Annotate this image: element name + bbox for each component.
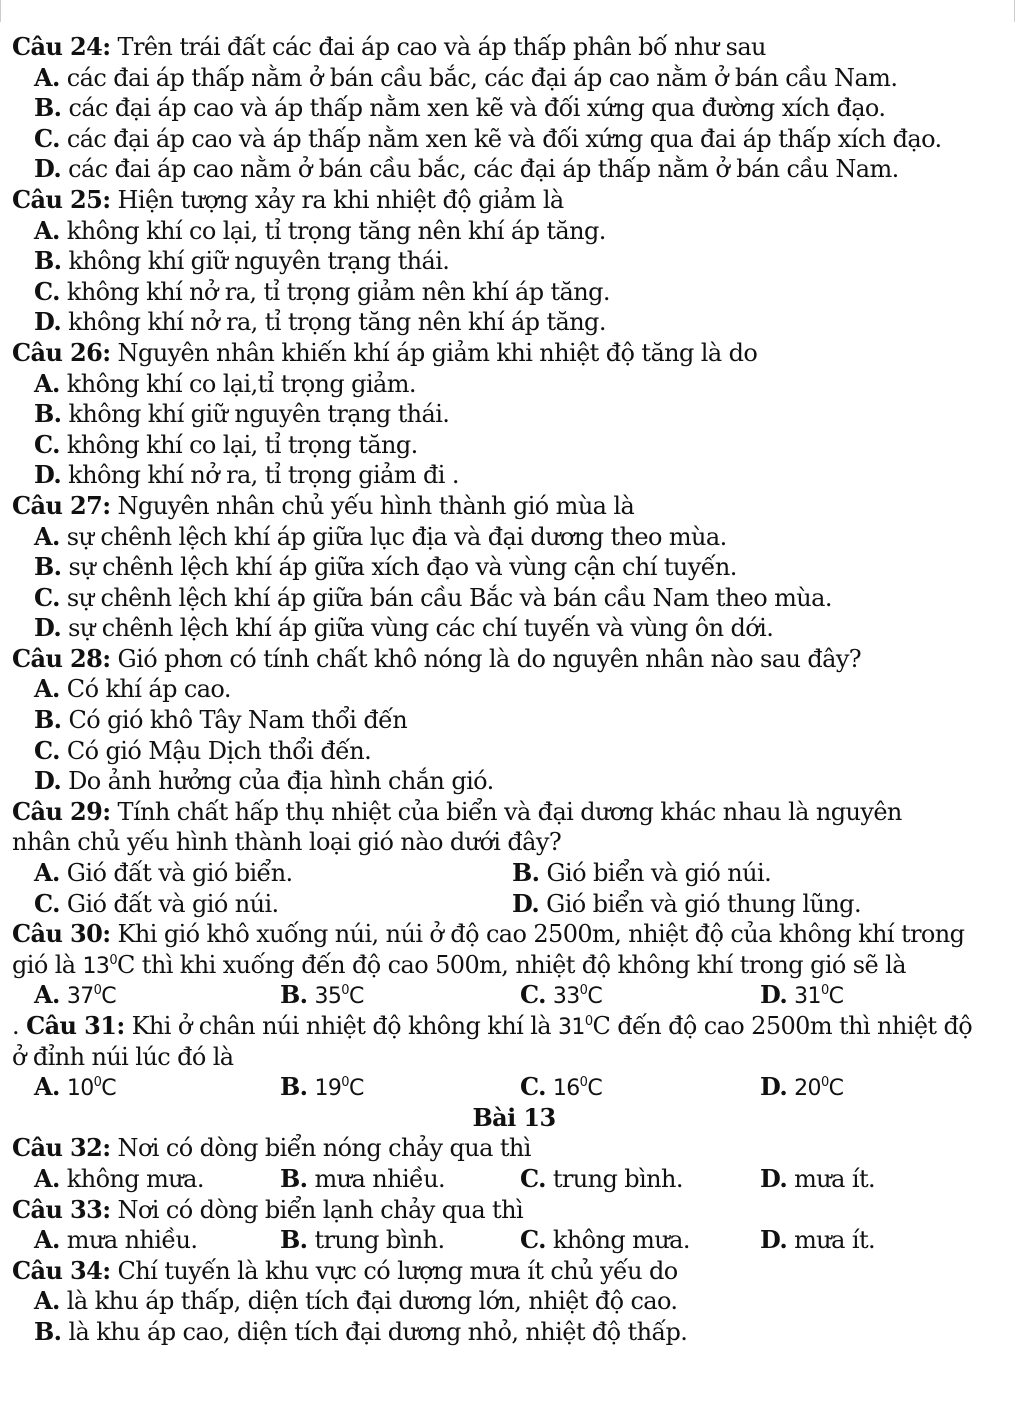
question-text: gió là	[12, 950, 83, 979]
option-text: Gió đất và gió núi.	[59, 889, 279, 918]
option-text: trung bình.	[307, 1226, 445, 1255]
question-31-continued: ở đỉnh núi lúc đó là	[12, 1042, 234, 1071]
options-30-row	[12, 980, 1016, 1011]
option-text: không khí giữ nguyên trạng thái.	[61, 400, 450, 429]
option-letter: D.	[760, 980, 788, 1010]
option-text: sự chênh lệch khí áp giữa bán cầu Bắc và bán cầu Nam theo mùa.	[59, 583, 832, 612]
option-29-c	[12, 889, 490, 920]
option-letter: C.	[520, 1225, 546, 1255]
option-text: Gió đất và gió biển.	[59, 859, 293, 888]
option-letter: D.	[34, 766, 62, 796]
degree-mark: 0	[341, 1075, 349, 1091]
options-33-row	[12, 1225, 1016, 1256]
option-text: Gió biển và gió núi.	[539, 859, 772, 888]
question-24	[12, 32, 1016, 63]
temperature-unit: C	[101, 1076, 117, 1102]
option-26-b	[12, 399, 1016, 430]
option-text: là khu áp cao, diện tích đại dương nhỏ, nhiệt độ thấp.	[61, 1317, 688, 1346]
option-letter: D.	[760, 1225, 788, 1255]
option-letter: B.	[34, 552, 62, 582]
question-number: Câu 32:	[12, 1133, 111, 1163]
question-25	[12, 185, 1016, 216]
temperature-value	[67, 984, 116, 1009]
option-30-b	[258, 980, 498, 1011]
option-letter: D.	[34, 460, 62, 490]
option-27-c	[12, 583, 1016, 614]
option-26-c	[12, 430, 1016, 461]
degree-mark: 0	[579, 1075, 588, 1091]
option-text: không khí co lại,tỉ trọng giảm.	[59, 369, 416, 398]
option-26-a	[12, 369, 1016, 400]
options-32-row	[12, 1164, 1016, 1195]
option-letter: C.	[520, 1072, 546, 1102]
option-letter: B.	[34, 705, 62, 735]
option-letter: A.	[34, 521, 60, 551]
option-34-b	[12, 1317, 1016, 1348]
option-letter: D.	[34, 154, 62, 184]
option-29-d	[490, 889, 968, 920]
option-33-d	[738, 1225, 978, 1256]
option-32-d	[738, 1164, 978, 1195]
question-number: Câu 27:	[12, 490, 111, 520]
question-33	[12, 1195, 1016, 1226]
option-32-a	[12, 1164, 258, 1195]
question-31	[12, 1011, 1016, 1042]
option-letter: B.	[280, 980, 308, 1010]
question-prefix: .	[12, 1012, 27, 1040]
option-letter: B.	[34, 1316, 62, 1346]
option-letter: B.	[280, 1163, 308, 1193]
question-number: Câu 24:	[12, 32, 111, 61]
temperature-number: 31	[794, 984, 821, 1010]
option-32-c	[498, 1164, 738, 1195]
degree-mark: 0	[584, 1014, 593, 1029]
temperature-number: 37	[66, 984, 94, 1010]
option-text: các đai áp cao nằm ở bán cầu bắc, các đại áp thấp nằm ở bán cầu Nam.	[61, 155, 899, 184]
option-text: không khí nở ra, tỉ trọng giảm nên khí áp tăng.	[59, 277, 610, 306]
option-text: các đai áp thấp nằm ở bán cầu bắc, các đại áp cao nằm ở bán cầu Nam.	[59, 63, 898, 92]
degree-mark: 0	[579, 983, 588, 999]
question-28	[12, 644, 1016, 675]
option-31-b	[258, 1072, 498, 1103]
option-28-c	[12, 736, 1016, 767]
option-text: các đại áp cao và áp thấp nằm xen kẽ và đối xứng qua đường xích đạo.	[61, 94, 886, 123]
option-letter: C.	[34, 735, 60, 765]
degree-mark: 0	[820, 983, 829, 999]
question-30	[12, 919, 1016, 950]
temperature-number: 10	[66, 1076, 94, 1102]
option-letter: B.	[34, 399, 62, 429]
temperature-number: 35	[314, 984, 342, 1010]
option-text: mưa ít.	[787, 1164, 876, 1193]
option-letter: A.	[34, 1225, 60, 1255]
option-25-b	[12, 246, 1016, 277]
degree-mark: 0	[820, 1075, 829, 1091]
temperature-value	[794, 984, 843, 1009]
question-text: Khi gió khô xuống núi, núi ở độ cao 2500m, nhiệt độ của không khí trong	[110, 920, 965, 949]
option-letter: A.	[34, 62, 60, 92]
option-28-a	[12, 674, 1016, 705]
question-number: Câu 30:	[12, 919, 111, 949]
option-letter: C.	[34, 582, 60, 612]
option-letter: D.	[34, 613, 62, 643]
option-text: mưa ít.	[787, 1226, 876, 1255]
question-number: Câu 29:	[12, 796, 111, 826]
option-text: mưa nhiều.	[59, 1226, 198, 1255]
option-30-c	[498, 980, 738, 1011]
option-24-b	[12, 93, 1016, 124]
question-26	[12, 338, 1016, 369]
question-text: Trên trái đất các đai áp cao và áp thấp phân bố như sau	[110, 33, 766, 61]
option-33-c	[498, 1225, 738, 1256]
option-letter: D.	[512, 888, 540, 918]
option-27-d	[12, 613, 1016, 644]
question-number: Câu 34:	[12, 1255, 111, 1285]
option-text: không khí co lại, tỉ trọng tăng.	[59, 430, 418, 459]
question-text: C đến độ cao 2500m thì nhiệt độ	[592, 1012, 973, 1040]
option-text: không khí giữ nguyên trạng thái.	[61, 247, 450, 276]
option-26-d	[12, 460, 1016, 491]
question-number: Câu 33:	[12, 1194, 111, 1224]
option-29-b	[490, 858, 968, 889]
option-30-d	[738, 980, 978, 1011]
option-letter: B.	[280, 1072, 308, 1102]
option-text: các đại áp cao và áp thấp nằm xen kẽ và đối xứng qua đai áp thấp xích đạo.	[59, 124, 942, 153]
temperature-unit: C	[587, 984, 603, 1010]
question-text: Tính chất hấp thụ nhiệt của biển và đại dương khác nhau là nguyên	[110, 797, 902, 826]
temperature-unit: C	[587, 1076, 603, 1102]
option-30-a	[12, 980, 258, 1011]
temperature-value	[553, 1076, 602, 1101]
temperature-unit: C	[348, 1076, 364, 1102]
question-29-continued: nhân chủ yếu hình thành loại gió nào dưới đây?	[12, 828, 562, 857]
option-31-d	[738, 1072, 978, 1103]
option-25-a	[12, 216, 1016, 247]
option-24-c	[12, 124, 1016, 155]
option-letter: D.	[760, 1072, 788, 1102]
option-letter: A.	[34, 858, 60, 888]
question-text: Gió phơn có tính chất khô nóng là do nguyên nhân nào sau đây?	[110, 644, 862, 673]
option-text: không khí nở ra, tỉ trọng tăng nên khí áp tăng.	[61, 308, 606, 337]
option-text: không mưa.	[545, 1226, 690, 1255]
option-text: là khu áp thấp, diện tích đại dương lớn, nhiệt độ cao.	[59, 1287, 678, 1316]
temperature-number: 13	[82, 953, 110, 979]
temperature-number: 20	[794, 1076, 821, 1102]
option-letter: C.	[520, 980, 546, 1010]
option-32-b	[258, 1164, 498, 1195]
degree-mark: 0	[341, 983, 349, 999]
temperature-value	[558, 1015, 592, 1040]
question-32	[12, 1133, 1016, 1164]
question-text: Nơi có dòng biển nóng chảy qua thì	[110, 1134, 531, 1163]
temperature-value	[553, 984, 602, 1009]
option-letter: C.	[34, 123, 60, 153]
question-text: Nguyên nhân khiến khí áp giảm khi nhiệt độ tăng là do	[110, 338, 758, 367]
option-letter: A.	[34, 1072, 60, 1102]
temperature-unit: C	[828, 1076, 844, 1102]
degree-mark: 0	[93, 1075, 102, 1091]
option-letter: D.	[760, 1163, 788, 1193]
option-text: Có gió Mậu Dịch thổi đến.	[59, 736, 372, 765]
option-text: Gió biển và gió thung lũng.	[539, 889, 861, 918]
temperature-value	[314, 984, 363, 1009]
option-text: Do ảnh hưởng của địa hình chắn gió.	[61, 767, 494, 796]
temperature-value	[794, 1076, 843, 1101]
options-29-row-1	[12, 858, 1016, 889]
option-text: sự chênh lệch khí áp giữa lục địa và đại dương theo mùa.	[59, 522, 727, 551]
option-letter: A.	[34, 1286, 60, 1316]
option-letter: C.	[34, 888, 60, 918]
option-28-b	[12, 705, 1016, 736]
temperature-value	[67, 1076, 116, 1101]
option-text: Có khí áp cao.	[59, 675, 231, 704]
question-text: Nguyên nhân chủ yếu hình thành gió mùa là	[110, 491, 635, 520]
option-letter: A.	[34, 674, 60, 704]
section-heading: Bài 13	[472, 1102, 556, 1132]
temperature-unit: C	[101, 984, 117, 1010]
option-text: không mưa.	[59, 1164, 204, 1193]
option-29-a	[12, 858, 490, 889]
option-text: Có gió khô Tây Nam thổi đến	[61, 706, 408, 735]
temperature-number: 33	[552, 984, 580, 1010]
temperature-value	[83, 954, 117, 979]
question-text: Nơi có dòng biển lạnh chảy qua thì	[110, 1195, 524, 1224]
option-letter: B.	[512, 858, 540, 888]
question-text: Khi ở chân núi nhiệt độ không khí là	[124, 1012, 559, 1040]
option-27-a	[12, 522, 1016, 553]
degree-mark: 0	[109, 952, 117, 968]
temperature-unit: C	[348, 984, 364, 1010]
option-letter: A.	[34, 215, 60, 245]
option-33-a	[12, 1225, 258, 1256]
degree-mark: 0	[93, 983, 102, 999]
option-27-b	[12, 552, 1016, 583]
option-letter: C.	[520, 1163, 546, 1193]
option-letter: C.	[34, 276, 60, 306]
question-text: Hiện tượng xảy ra khi nhiệt độ giảm là	[110, 185, 564, 214]
option-31-c	[498, 1072, 738, 1103]
question-text: C thì khi xuống đến độ cao 500m, nhiệt độ không khí trong gió sẽ là	[117, 950, 906, 979]
option-31-a	[12, 1072, 258, 1103]
option-25-d	[12, 307, 1016, 338]
options-31-row	[12, 1072, 1016, 1103]
option-text: không khí nở ra, tỉ trọng giảm đi .	[61, 461, 459, 490]
option-letter: A.	[34, 980, 60, 1010]
question-29	[12, 797, 1016, 828]
option-letter: B.	[34, 246, 62, 276]
option-letter: A.	[34, 1163, 60, 1193]
option-letter: B.	[280, 1225, 308, 1255]
option-letter: B.	[34, 93, 62, 123]
option-28-d	[12, 766, 1016, 797]
temperature-number: 19	[314, 1076, 342, 1102]
option-33-b	[258, 1225, 498, 1256]
temperature-value	[314, 1076, 363, 1101]
option-25-c	[12, 277, 1016, 308]
option-text: sự chênh lệch khí áp giữa xích đạo và vùng cận chí tuyến.	[61, 553, 737, 582]
temperature-unit: C	[828, 984, 844, 1010]
option-letter: D.	[34, 307, 62, 337]
option-text: mưa nhiều.	[307, 1164, 446, 1193]
option-letter: C.	[34, 429, 60, 459]
question-27	[12, 491, 1016, 522]
question-number: Câu 25:	[12, 184, 111, 214]
question-30-continued	[12, 950, 1016, 981]
option-text: sự chênh lệch khí áp giữa vùng các chí tuyến và vùng ôn dới.	[61, 614, 774, 643]
option-text: không khí co lại, tỉ trọng tăng nên khí áp tăng.	[59, 216, 606, 245]
options-29-row-2	[12, 889, 1016, 920]
option-text: trung bình.	[545, 1164, 683, 1193]
question-number: Câu 28:	[12, 643, 111, 673]
option-letter: A.	[34, 368, 60, 398]
temperature-number: 16	[552, 1076, 580, 1102]
option-24-a	[12, 63, 1016, 94]
temperature-number: 31	[558, 1015, 585, 1040]
question-34	[12, 1256, 1016, 1287]
option-34-a	[12, 1286, 1016, 1317]
option-24-d	[12, 154, 1016, 185]
question-number: Câu 31:	[26, 1011, 125, 1040]
question-number: Câu 26:	[12, 337, 111, 367]
question-text: Chí tuyến là khu vực có lượng mưa ít chủ yếu do	[110, 1256, 678, 1285]
